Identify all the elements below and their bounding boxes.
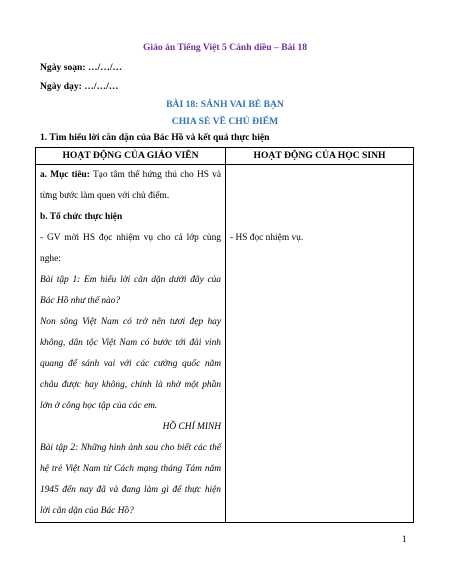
lesson-subtitle: CHIA SẺ VỀ CHỦ ĐIỂM <box>171 116 279 127</box>
quote-signature: HỒ CHÍ MINH <box>162 422 221 432</box>
table-header-row <box>36 148 414 165</box>
activity-table <box>35 147 414 523</box>
date-taught: Ngày dạy: …/…/… <box>40 81 119 92</box>
organization-label: b. Tổ chức thực hiện <box>40 212 123 222</box>
teacher-column-header: HOẠT ĐỘNG CỦA GIÁO VIÊN <box>36 148 226 165</box>
student-column-header: HOẠT ĐỘNG CỦA HỌC SINH <box>226 148 414 165</box>
exercise-1: Bài tập 1: Em hiểu lời căn dặn dưới đây của Bác Hồ như thế nào? <box>40 275 221 306</box>
teacher-instruction: - GV mời HS đọc nhiệm vụ cho cả lớp cùng nghe: <box>40 233 221 264</box>
section-heading: 1. Tìm hiểu lời căn dặn của Bác Hồ và kết quả thực hiện <box>40 132 270 143</box>
exercise-2: Bài tập 2: Những hình ảnh sau cho biết các thế hệ trẻ Việt Nam từ Cách mạng tháng Tám năm 1945 đến nay đã và đang làm gì để thực hiện lời căn dặn của Bác Hồ? <box>40 443 221 516</box>
ho-chi-minh-quote: Non sông Việt Nam có trở nên tươi đẹp hay không, dân tộc Việt Nam có bước tới đài vinh quang để sánh vai với các cường quốc năm châu được hay không, chính là nhờ một phần lớn ở công học tập của các em. <box>40 317 221 411</box>
goal-text: Tạo tâm thế hứng thú cho HS và từng bước làm quen với chủ điểm. <box>40 170 221 201</box>
date-prepared: Ngày soạn: …/…/… <box>40 62 123 73</box>
goal-label: a. Mục tiêu: <box>40 170 90 180</box>
student-response: - HS đọc nhiệm vụ. <box>230 233 304 243</box>
teacher-activity-cell <box>36 165 226 523</box>
goal-paragraph <box>40 165 221 207</box>
table-row <box>36 165 414 523</box>
page-number: 1 <box>402 535 407 545</box>
document-title: Giáo án Tiếng Việt 5 Cánh diều – Bài 18 <box>142 42 308 53</box>
lesson-title: BÀI 18: SÁNH VAI BÈ BẠN <box>166 99 284 110</box>
student-activity-cell <box>226 165 414 523</box>
student-spacer <box>230 165 409 228</box>
